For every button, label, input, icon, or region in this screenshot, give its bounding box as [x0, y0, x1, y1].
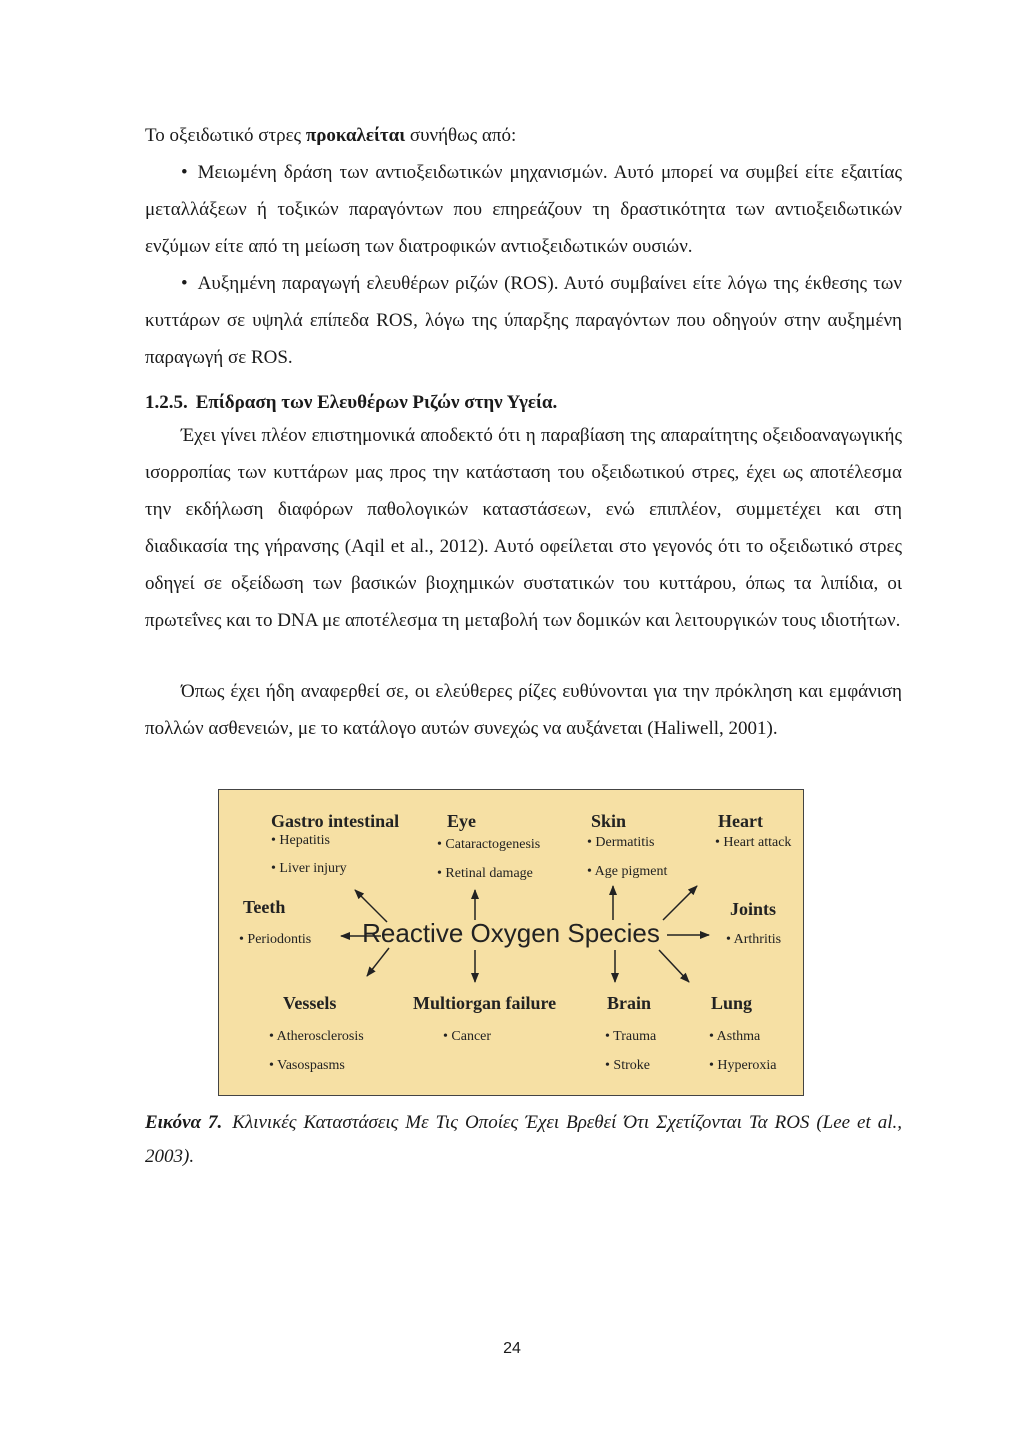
vessels-item-2: • Vasospasms [269, 1058, 345, 1073]
bullet-text-1: Μειωμένη δράση των αντιοξειδωτικών μηχανισμών. Αυτό μπορεί να συμβεί είτε εξαιτίας μεταλλάξεων ή τοξικών παραγόντων που επηρεάζουν τη δραστικότητα των αντιοξειδωτικών ενζύμων είτε από τη μείωση των διατροφικών αντιοξειδωτικών ουσιών. [145, 162, 902, 257]
brain-title: Brain [607, 993, 652, 1013]
page-number: 24 [503, 1340, 521, 1357]
caption-label: Εικόνα 7. [145, 1112, 223, 1133]
skin-title: Skin [591, 811, 627, 831]
teeth-title: Teeth [243, 897, 286, 917]
lung-item-1: • Asthma [709, 1029, 761, 1044]
bullet-text-2: Αυξημένη παραγωγή ελευθέρων ριζών (ROS). Αυτό συμβαίνει είτε λόγω της έκθεσης των κυττάρων σε υψηλά επίπεδα ROS, λόγω της ύπαρξης παραγόντων που οδηγούν στην αυξημένη παραγωγή σε ROS. [145, 273, 902, 368]
intro-text-end: συνήθως από: [405, 125, 517, 146]
heart-title: Heart [718, 811, 763, 831]
ros-diagram [218, 789, 804, 1096]
body-paragraph-2 [145, 673, 902, 747]
intro-paragraph [145, 117, 902, 154]
section-number: 1.2.5. [145, 392, 188, 413]
body-text-1: Έχει γίνει πλέον επιστημονικά αποδεκτό ότι η παραβίαση της απαραίτητης οξειδοαναγωγικής ισορροπίας των κυττάρων μας προς την κατάσταση του οξειδωτικού στρες, έχει ως αποτέλεσμα την εκδήλωση διαφόρων παθολογικών καταστάσεων, ενώ επιπλέον, συμμετέχει και στη διαδικασία της γήρανσης (Aqil et al., 2012). Αυτό οφείλεται στο γεγονός ότι το οξειδωτικό στρες οδηγεί σε οξείδωση των βασικών βιοχημικών συστατικών του κυττάρου, όπως τα λιπίδια, οι πρωτεΐνες και το DNA με αποτέλεσμα τη μεταβολή των δομικών και λειτουργικών τους ιδιοτήτων. [145, 425, 902, 631]
gastro-item-1: • Hepatitis [271, 833, 330, 848]
joints-title: Joints [730, 899, 777, 919]
caption-text: Κλινικές Καταστάσεις Με Τις Οποίες Έχει Βρεθεί Ότι Σχετίζονται Τα ROS (Lee et al., 2003). [145, 1112, 902, 1167]
body-paragraph-1 [145, 417, 902, 639]
skin-item-1: • Dermatitis [587, 835, 655, 850]
arrow-to-heart [663, 886, 697, 920]
figure-caption [145, 1106, 902, 1174]
intro-text-start: Το οξειδωτικό στρες [145, 125, 306, 146]
section-heading [145, 388, 557, 418]
section-title: Επίδραση των Ελευθέρων Ριζών στην Υγεία. [195, 392, 558, 413]
ros-diagram-svg [219, 790, 803, 1095]
eye-item-1: • Cataractogenesis [437, 837, 541, 852]
vessels-item-1: • Atherosclerosis [269, 1029, 364, 1044]
gastro-title: Gastro intestinal [271, 811, 400, 831]
skin-item-2: • Age pigment [587, 864, 668, 879]
bullet-paragraph-2 [145, 265, 902, 376]
brain-item-1: • Trauma [605, 1029, 657, 1044]
intro-text-bold: προκαλείται [305, 125, 406, 146]
ros-center-label: Reactive Oxygen Species [362, 918, 660, 948]
multiorgan-item-1: • Cancer [443, 1029, 492, 1044]
bullet-paragraph-1 [145, 154, 902, 265]
bullet-marker: • [181, 273, 188, 294]
teeth-item-1: • Periodontis [239, 932, 312, 947]
brain-item-2: • Stroke [605, 1058, 650, 1073]
eye-item-2: • Retinal damage [437, 866, 533, 881]
arrow-to-vessels [367, 948, 389, 976]
body-text-2: Όπως έχει ήδη αναφερθεί σε, οι ελεύθερες ρίζες ευθύνονται για την πρόκληση και εμφάνιση πολλών ασθενειών, με το κατάλογο αυτών συνεχώς να αυξάνεται (Haliwell, 2001). [145, 681, 902, 739]
bullet-marker: • [181, 162, 188, 183]
joints-item-1: • Arthritis [726, 932, 782, 947]
eye-title: Eye [447, 811, 476, 831]
gastro-item-2: • Liver injury [271, 861, 347, 876]
multiorgan-title: Multiorgan failure [413, 993, 557, 1013]
lung-item-2: • Hyperoxia [709, 1058, 777, 1073]
vessels-title: Vessels [283, 993, 337, 1013]
lung-title: Lung [711, 993, 753, 1013]
heart-item-1: • Heart attack [715, 835, 792, 850]
arrow-to-lung [659, 950, 689, 982]
